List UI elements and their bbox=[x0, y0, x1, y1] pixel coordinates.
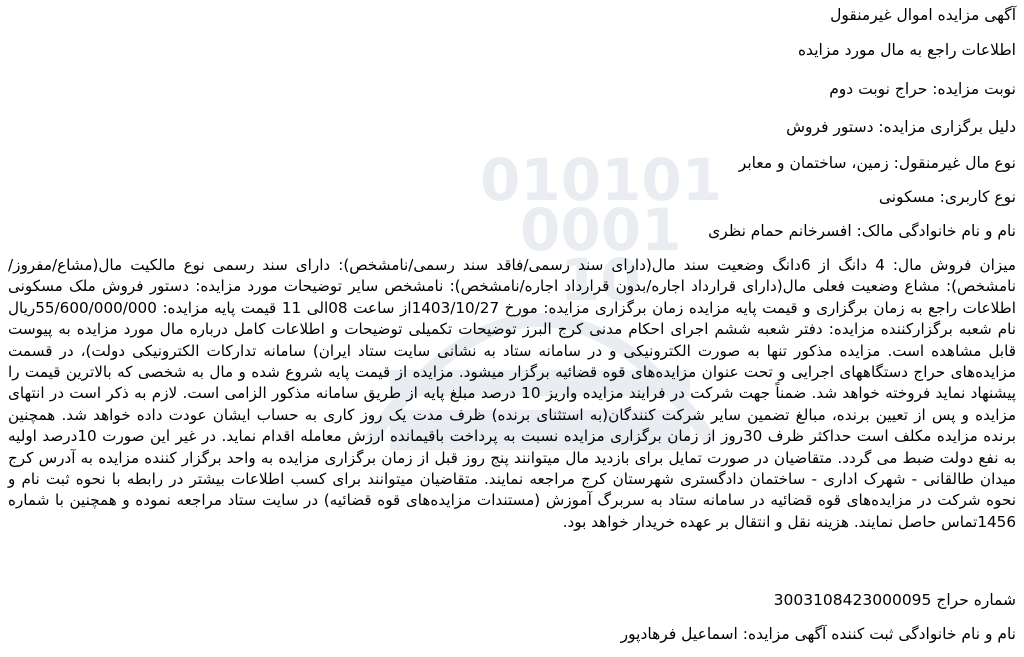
property-type: نوع مال غیرمنقول: زمین، ساختمان و معابر bbox=[738, 154, 1016, 172]
notice-body: میزان فروش مال: 4 دانگ از 6دانگ وضعیت سند مال(دارای سند رسمی/فاقد سند رسمی/نامشخص): دارای سند رسمی نوع مالکیت مال(مشاع/مفروز/نامشخص): مشاع وضعیت فعلی مال(دارای قرارداد اجاره/بدون قرارداد اجاره/نامشخص): نامشخص سایر توضیحات مورد مزایده: دستور فروش ملک مسکونی اطلاعات راجع به زمان برگزاری و قیمت پایه مزایده زمان برگزاری مزایده: مورخ 1403/10/27از ساعت 08الی 11 قیمت پایه مزایده: 55/600/000/000ریال نام شعبه برگزارکننده مزایده: دفتر شعبه ششم اجرای احکام مدنی کرج البرز توضیحات تکمیلی توضیحات و اطلاعات کامل درباره مال مورد مزایده به پیوست قابل مشاهده است. مزایده مذکور تنها به صورت الکترونیکی و در سامانه ستاد به نشانی سایت ستاد ایران) سامانه تدارکات الکترونیکی دولت)، در قسمت مزایده‌های حراج دستگاههای اجرایی و تحت عنوان مزایده‌های قوه قضائیه برگزار میشود. مزایده از قیمت پایه شروع شده و مال به شخصی که بالاترین قیمت را پیشنهاد نماید فروخته خواهد شد. ضمناً جهت شرکت در فرایند مزایده واریز 10 درصد مبلغ پایه از طریق سامانه مذکور الزامی است. لازم به ذکر است در انتهای مزایده و پس از تعیین برنده، مبالغ تضمین سایر شرکت کنندگان(به استثنای برنده) ظرف مدت یک روز کاری به حساب ایشان عودت داده خواهد شد. همچنین برنده مزایده مکلف است حداکثر ظرف 30روز از زمان برگزاری مزایده نسبت به پرداخت باقیمانده ارزش معامله اقدام نماید. در غیر این صورت 10درصد اولیه به نفع دولت ضبط می گردد. متقاضیان در صورت تمایل برای بازدید مال میتوانند پنج روز قبل از زمان برگزاری مزایده به واحد برگزار کننده مزایده به آدرس کرج میدان طالقانی - شهرک اداری - ساختمان دادگستری شهرستان کرج مراجعه نمایند. متقاضیان میتوانند برای کسب اطلاعات بیشتر در رابطه با نحوه ثبت نام و نحوه شرکت در مزایده‌های قوه قضائیه در سامانه ستاد به سربرگ آموزش (مستندات مزایده‌های قوه قضائیه) در سایت ستاد مراجعه نموده و همچنین با شماره 1456تماس حاصل نمایند. هزینه نقل و انتقال بر عهده خریدار خواهد بود. bbox=[8, 256, 1016, 531]
svg-text:10: 10 bbox=[560, 246, 641, 314]
owner-name: نام و نام خانوادگی مالک: افسرخانم حمام نظری bbox=[708, 222, 1016, 240]
notice-title: آگهی مزایده اموال غیرمنقول bbox=[830, 6, 1016, 24]
auction-reason: دلیل برگزاری مزایده: دستور فروش bbox=[786, 118, 1016, 136]
auction-round: نوبت مزایده: حراج نوبت دوم bbox=[829, 80, 1016, 98]
registrar-name: نام و نام خانوادگی ثبت کننده آگهی مزایده: اسماعیل فرهادپور bbox=[620, 625, 1016, 643]
auction-number: شماره حراج 3003108423000095 bbox=[773, 591, 1016, 609]
usage-type: نوع کاربری: مسکونی bbox=[878, 188, 1016, 206]
svg-text:010101: 010101 bbox=[480, 146, 723, 214]
svg-text:0001: 0001 bbox=[520, 196, 682, 264]
notice-subtitle: اطلاعات راجع به مال مورد مزایده bbox=[797, 41, 1016, 59]
